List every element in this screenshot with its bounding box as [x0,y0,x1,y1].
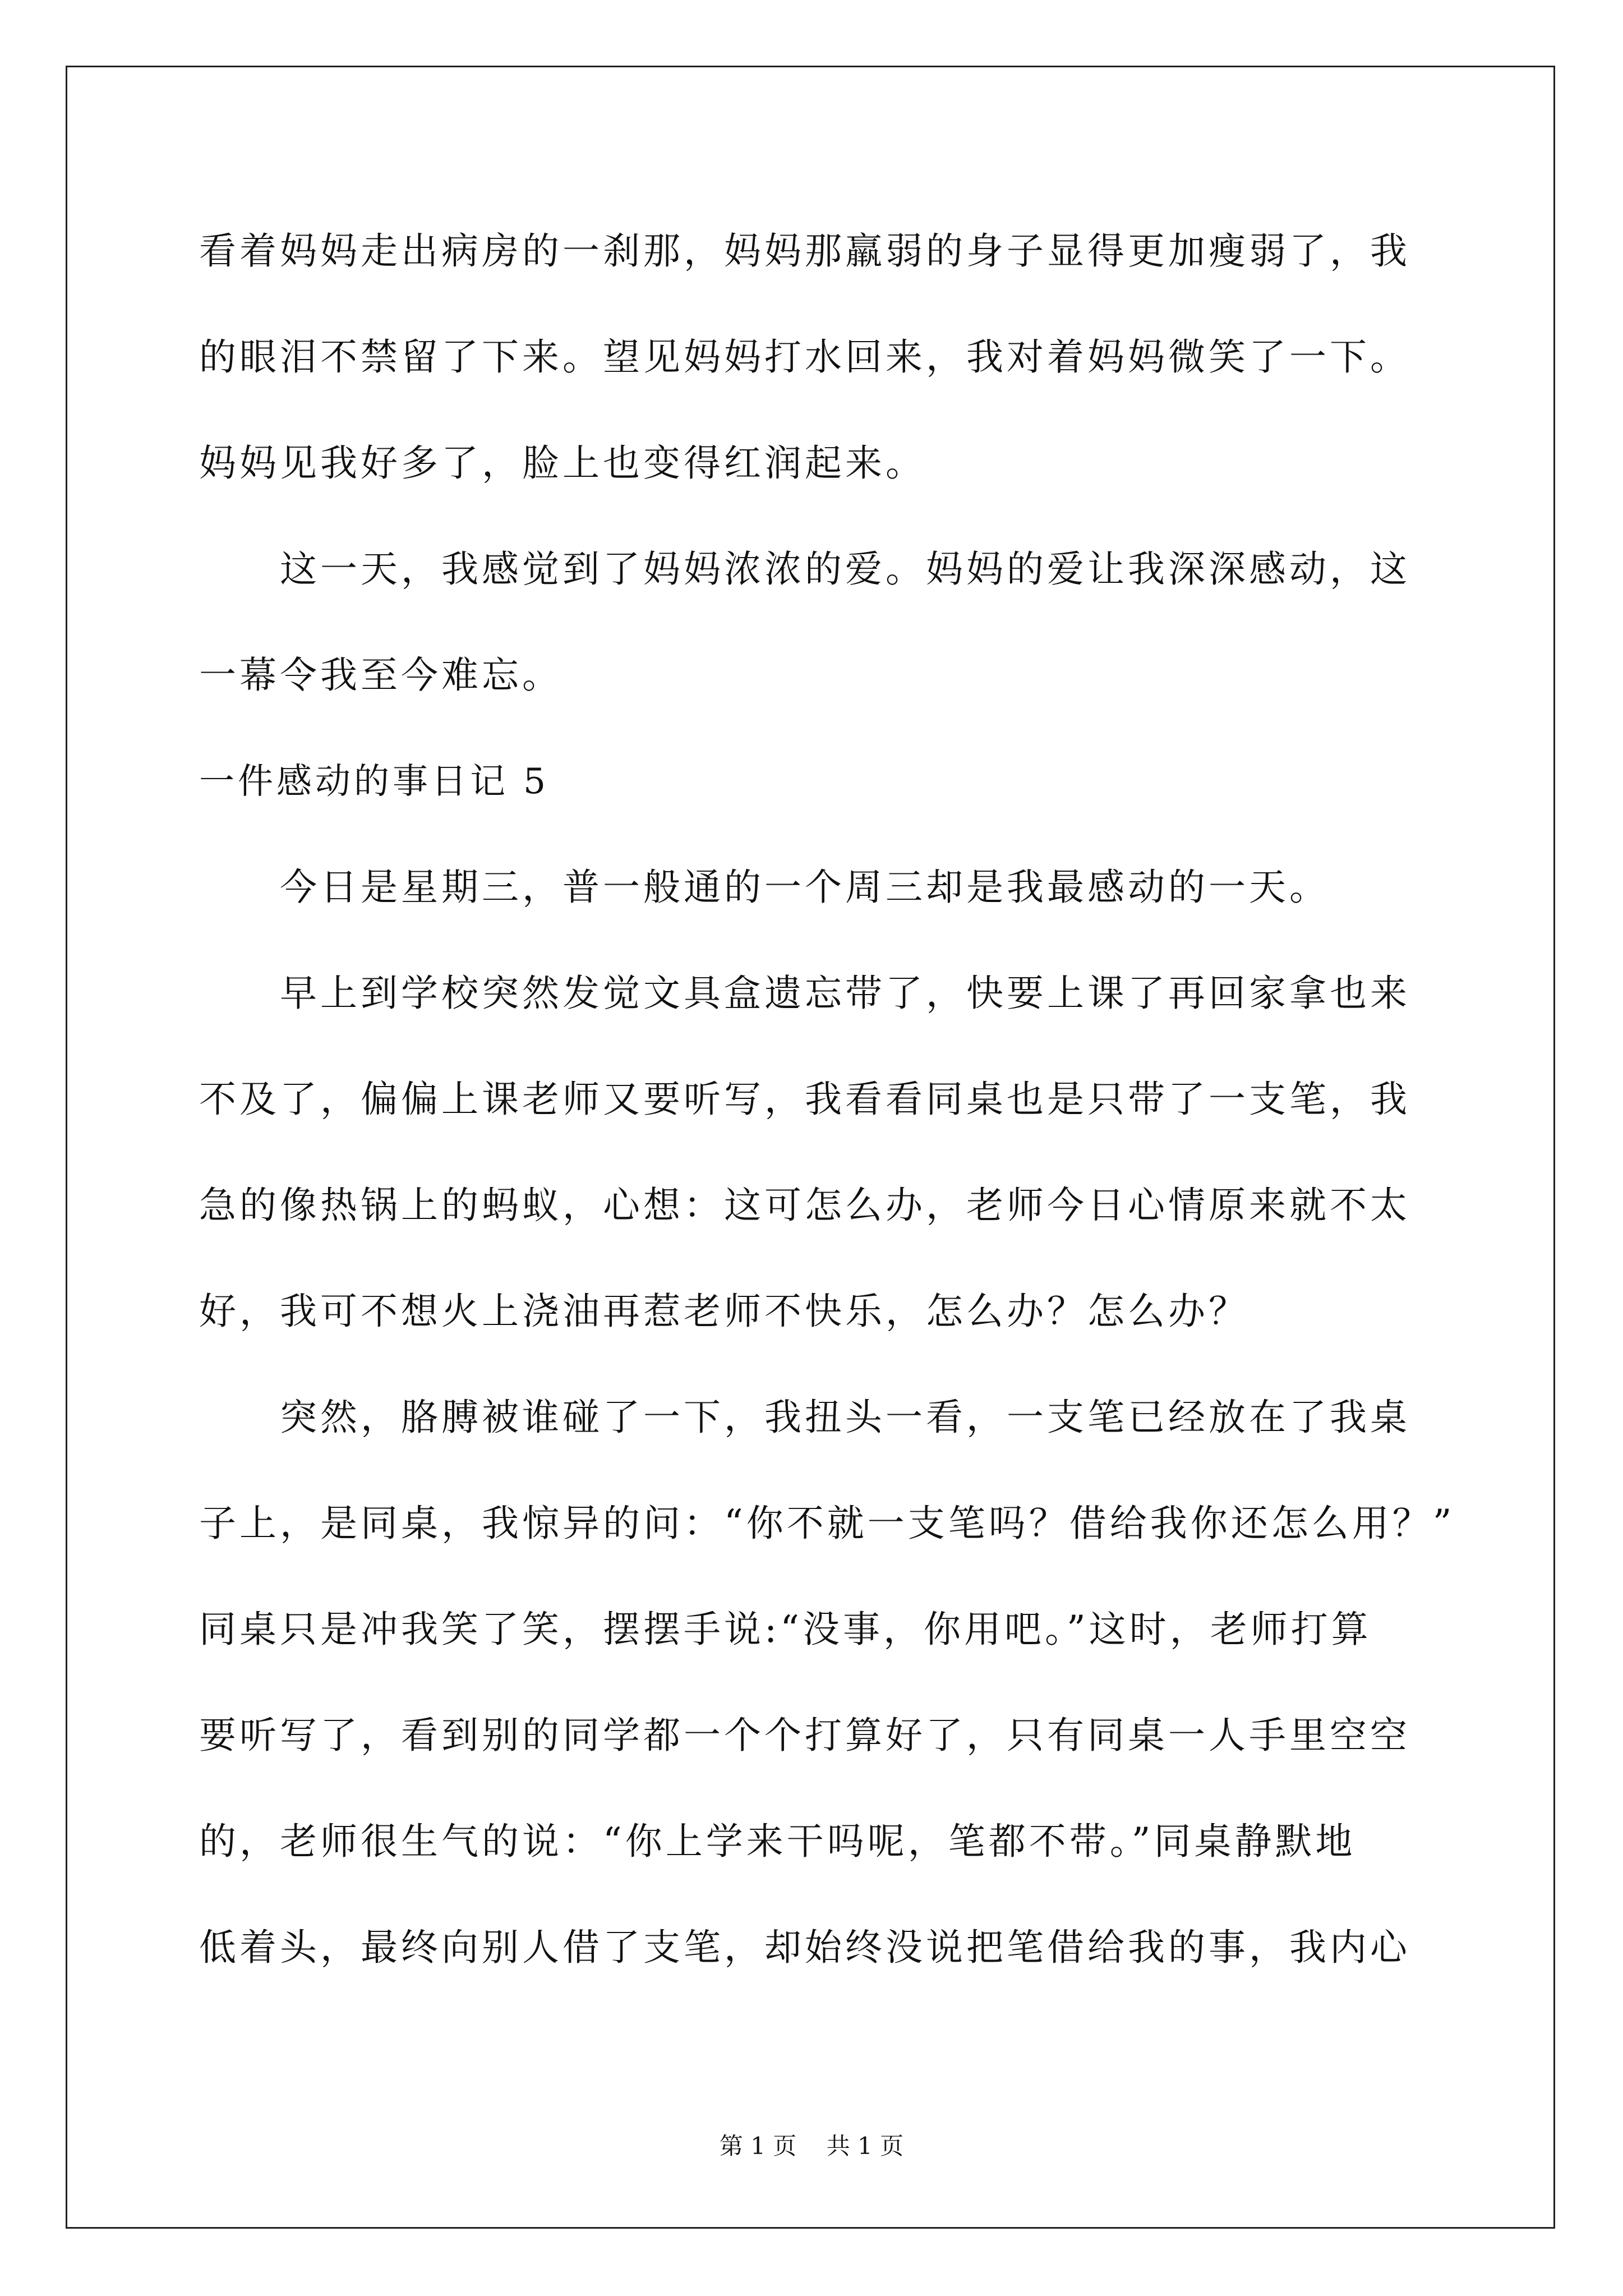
body-line-4: 这一天，我感觉到了妈妈浓浓的爱。妈妈的爱让我深深感动，这 [199,547,1410,591]
body-line-13: 子上，是同桌，我惊异的问：“你不就一支笔吗？借给我你还怎么用？” [199,1502,1455,1545]
body-line-2: 的眼泪不禁留了下来。望见妈妈打水回来，我对着妈妈微笑了一下。 [199,335,1410,379]
body-line-7: 今日是星期三，普一般通的一个周三却是我最感动的一天。 [199,866,1330,909]
body-line-5: 一幕令我至今难忘。 [199,654,562,697]
body-line-17: 低着头，最终向别人借了支笔，却始终没说把笔借给我的事，我内心 [199,1926,1410,1969]
body-line-10: 急的像热锅上的蚂蚁，心想：这可怎么办，老师今日心情原来就不太 [199,1184,1410,1227]
body-line-12: 突然，胳膊被谁碰了一下，我扭头一看，一支笔已经放在了我桌 [199,1396,1410,1439]
body-line-15: 要听写了，看到别的同学都一个个打算好了，只有同桌一人手里空空 [199,1714,1410,1757]
body-line-11: 好，我可不想火上浇油再惹老师不快乐，怎么办？怎么办？ [199,1290,1249,1333]
section-heading: 一件感动的事日记 5 [199,761,550,802]
page-border [66,66,1555,2229]
body-line-8: 早上到学校突然发觉文具盒遗忘带了，快要上课了再回家拿也来 [199,972,1410,1015]
body-line-1: 看着妈妈走出病房的一刹那，妈妈那羸弱的身子显得更加瘦弱了，我 [199,229,1410,273]
body-line-3: 妈妈见我好多了，脸上也变得红润起来。 [199,441,926,485]
body-line-9: 不及了，偏偏上课老师又要听写，我看看同桌也是只带了一支笔，我 [199,1078,1410,1121]
page-footer: 第 1 页 共 1 页 [719,2132,904,2160]
body-line-14: 同桌只是冲我笑了笑，摆摆手说:“没事，你用吧。”这时，老师打算 [199,1608,1372,1651]
body-line-16: 的，老师很生气的说：“你上学来干吗呢，笔都不带。”同桌静默地 [199,1820,1356,1863]
